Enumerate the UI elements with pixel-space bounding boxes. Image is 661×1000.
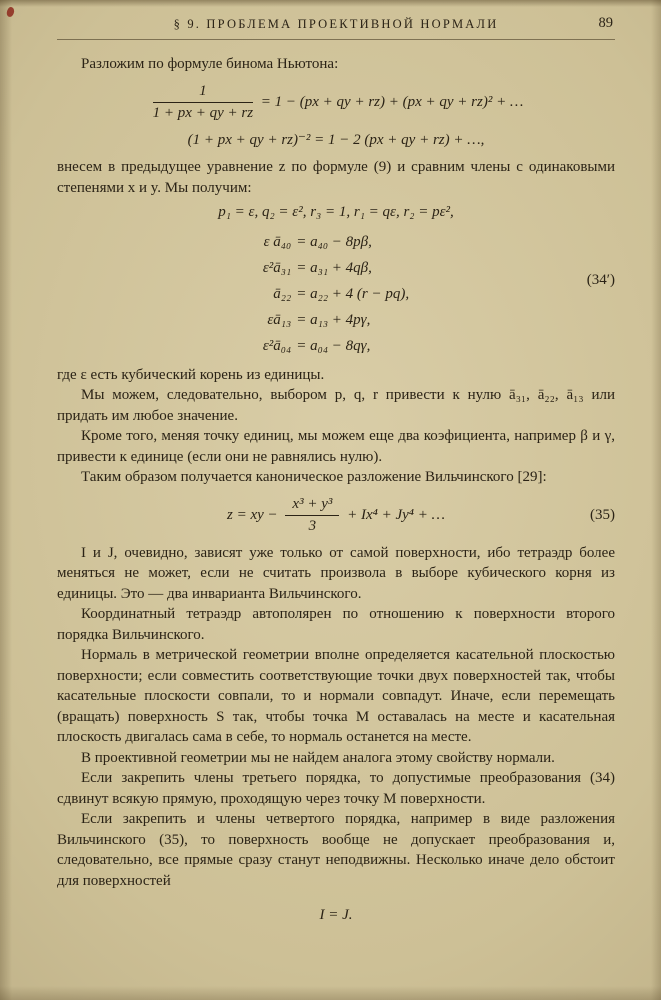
equation-lhs: ε²ā₀₄ (262, 337, 292, 354)
paragraph-invariants: I и J, очевидно, зависят уже только от самой поверхности, ибо тетраэдр более меняться не может, если не считать произвола в выборе кубического корня из единицы. Это — два инварианта Вильчинского. (57, 544, 615, 602)
formula-group-34 (57, 202, 615, 359)
equation-lhs: ā₂₂ (273, 285, 292, 302)
equation-number-34: (34′) (586, 272, 615, 288)
page-number: 89 (598, 15, 613, 31)
equation-row (263, 333, 409, 359)
stray-ink-mark (6, 6, 16, 18)
paragraph-fourth-order: Если закрепить и члены четвертого порядка, например в виде разложения Вильчинского (35), то поверхность вообще не допускает преобразования и, следовательно, все прямые сразу станут неподвижны. Несколько иначе дело обстоит для поверхностей (57, 811, 615, 889)
paragraph-unit-point: Кроме того, меняя точку единиц, мы можем еще два коэфициента, например β и γ, привести к единице (если они не равнялись нулю). (57, 428, 615, 465)
equation-lhs: ε ā₄₀ (263, 233, 292, 250)
equation-row (263, 307, 409, 333)
formula-35 (57, 495, 615, 536)
formula-text: = 1 − (px + qy + rz) + (px + qy + rz)² + … (260, 93, 524, 110)
paragraph-projective: В проективной геометрии мы не найдем аналога этому свойству нормали. (81, 749, 555, 766)
equation-row (263, 281, 409, 307)
fraction (153, 82, 253, 123)
formula-text: + Ix⁴ + Jy⁴ + … (347, 506, 445, 523)
equation-row (263, 255, 409, 281)
paragraph-epsilon: где ε есть кубический корень из единицы. (57, 366, 325, 383)
paragraph-compare: внесем в предыдущее уравнение z по формуле (9) и сравним члены с одинаковыми степенями x и y. Мы получим: (57, 159, 615, 196)
equation-lhs: ε²ā₃₁ (262, 259, 292, 276)
fraction-denominator: 1 + px + qy + rz (152, 104, 254, 121)
paragraph-third-order: Если закрепить члены третьего порядка, то допустимые преобразования (34) сдвинут всякую прямую, проходящую через точку M поверхности. (57, 770, 615, 807)
formula-text: (1 + px + qy + rz)⁻² = 1 − 2 (px + qy + rz) + …, (187, 131, 485, 148)
fraction-numerator: 1 (153, 82, 253, 103)
section-title: § 9. ПРОБЛЕМА ПРОЕКТИВНОЙ НОРМАЛИ (173, 17, 499, 31)
paragraph-intro: Разложим по формуле бинома Ньютона: (81, 56, 339, 72)
paragraph-canonical: Таким образом получается каноническое разложение Вильчинского [29]: (81, 469, 547, 485)
equation-row (263, 229, 409, 255)
fraction-denominator: 3 (308, 517, 317, 534)
page-header (57, 14, 615, 40)
formula-binomial-line1 (57, 82, 615, 123)
equation-rhs: = a₀₄ − 8qγ, (296, 337, 371, 354)
formula-binomial-line2 (57, 130, 615, 151)
fraction-numerator: x³ + y³ (285, 495, 339, 516)
paragraph-choose: Мы можем, следовательно, выбором p, q, r привести к нулю ā₃₁, ā₂₂, ā₁₃ или придать им любое значение. (57, 387, 615, 424)
paragraph-normal: Нормаль в метрической геометрии вполне определяется касательной плоскостью поверхности; если совместить соответствующие точки двух поверхностей так, чтобы касательные плоскости совпали, то и нормали совпадут. Иначе, если перемещать (вращать) поверхность S так, чтобы точка M оставалась на месте и касательная плоскость двигалась сама в себе, то нормаль останется на месте. (57, 647, 615, 745)
equation-rhs: = a₄₀ − 8pβ, (296, 233, 372, 250)
formula-text: z = xy − (227, 506, 278, 523)
equation-rhs: = a₃₁ + 4qβ, (296, 259, 372, 276)
formula-i-equals-j: I = J. (319, 907, 353, 923)
equation-rhs: = a₁₃ + 4pγ, (296, 311, 371, 328)
formula-coefficients: p₁ = ε, q₂ = ε², r₃ = 1, r₁ = qε, r₂ = pε², (218, 204, 454, 220)
paragraph-tetrahedron: Координатный тетраэдр автополярен по отношению к поверхности второго порядка Вильчинского. (57, 606, 615, 643)
equation-rows (263, 229, 409, 359)
equation-rhs: = a₂₂ + 4 (r − pq), (296, 285, 410, 302)
equation-lhs: εā₁₃ (267, 311, 292, 328)
fraction (285, 495, 339, 536)
equation-number-35: (35) (590, 506, 615, 523)
